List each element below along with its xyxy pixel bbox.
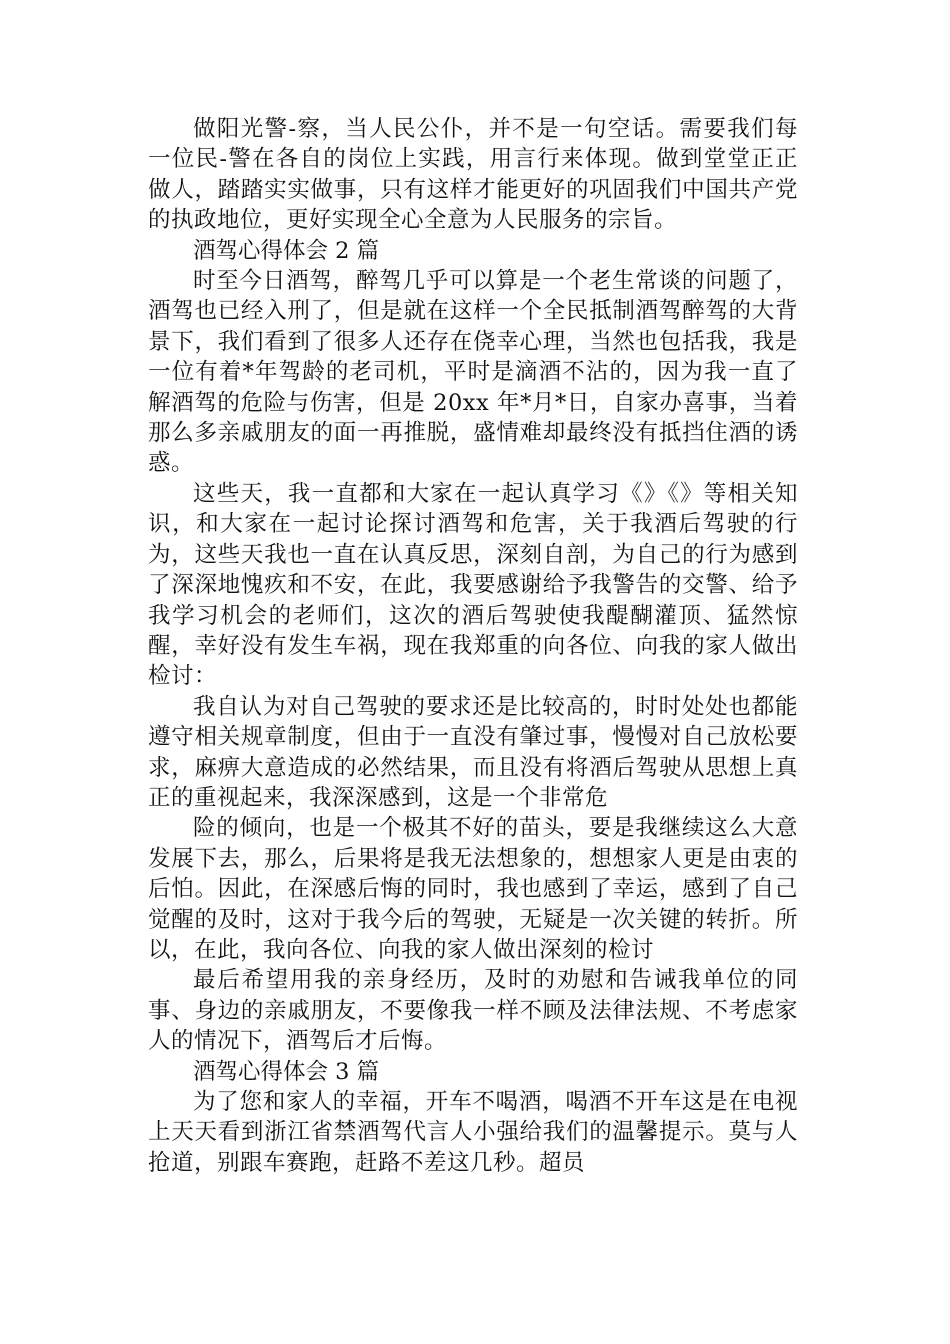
paragraph-drunk-driving-intro: 时至今日酒驾，醉驾几乎可以算是一个老生常谈的问题了，酒驾也已经入刑了，但是就在这样一个全民抵制酒驾醉驾的大背景下，我们看到了很多人还存在侥幸心理，当然也包括我，我是一位有着*年驾龄的老司机，平时是滴酒不沾的，因为我一直了解酒驾的危险与伤害，但是 20xx 年*月*日，自家办喜事，当着那么多亲戚朋友的面一再推脱，盛情难却最终没有抵挡住酒的诱惑。 bbox=[148, 268, 798, 477]
paragraph-reflection: 这些天，我一直都和大家在一起认真学习《》《》等相关知识，和大家在一起讨论探讨酒驾和危害，关于我酒后驾驶的行为，这些天我也一直在认真反思，深刻自剖，为自己的行为感到了深深地愧疚和不安，在此，我要感谢给予我警告的交警、给予我学习机会的老师们，这次的酒后驾驶使我醍醐灌顶、猛然惊醒，幸好没有发生车祸，现在我郑重的向各位、向我的家人做出检讨： bbox=[148, 480, 798, 690]
paragraph-police-service: 做阳光警-察，当人民公仆，并不是一句空话。需要我们每一位民-警在各自的岗位上实践，用言行来体现。做到堂堂正正做人，踏踏实实做事，只有这样才能更好的巩固我们中国共产党的执政地位，更好实现全心全意为人民服务的宗旨。 bbox=[148, 116, 798, 234]
paragraph-danger-tendency: 险的倾向，也是一个极其不好的苗头，要是我继续这么大意发展下去，那么，后果将是我无法想象的，想想家人更是由衷的后怕。因此，在深感后悔的同时，我也感到了幸运，感到了自己觉醒的及时，这对于我今后的驾驶，无疑是一次关键的转折。所以，在此，我向各位、向我的家人做出深刻的检讨 bbox=[148, 815, 798, 963]
paragraph-closing-hope: 最后希望用我的亲身经历，及时的劝慰和告诫我单位的同事、身边的亲戚朋友，不要像我一样不顾及法律法规、不考虑家人的情况下，酒驾后才后悔。 bbox=[148, 967, 798, 1055]
document-body bbox=[148, 114, 798, 1178]
section-heading-3: 酒驾心得体会 3 篇 bbox=[193, 1058, 380, 1085]
paragraph-safety-reminder: 为了您和家人的幸福，开车不喝酒，喝酒不开车这是在电视上天天看到浙江省禁酒驾代言人小强给我们的温馨提示。莫与人抢道，别跟车赛跑，赶路不差这几秒。超员 bbox=[148, 1089, 798, 1176]
paragraph-self-assessment: 我自认为对自己驾驶的要求还是比较高的，时时处处也都能遵守相关规章制度，但由于一直没有肇过事，慢慢对自己放松要求，麻痹大意造成的必然结果，而且没有将酒后驾驶从思想上真正的重视起来，我深深感到，这是一个非常危 bbox=[148, 693, 798, 811]
section-heading-2: 酒驾心得体会 2 篇 bbox=[193, 237, 380, 264]
